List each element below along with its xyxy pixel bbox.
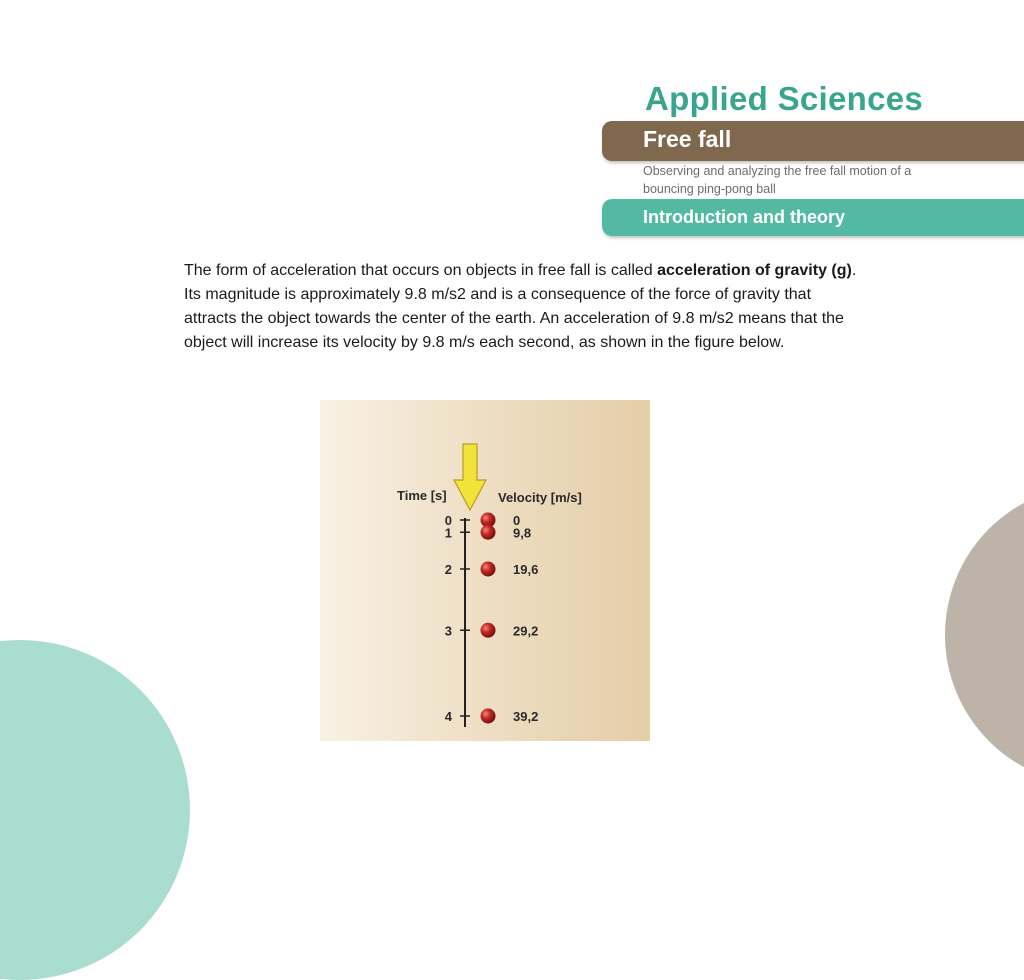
velocity-axis-label: Velocity [m/s]	[498, 490, 582, 505]
ball-position	[481, 525, 496, 540]
paragraph-text-2: . Its magnitude is approximately 9.8 m/s2 and is a consequence of the force of gravity that attracts the object towards the center of the earth. An acceleration of 9.8 m/s2 means that the object will increase its velocity by 9.8 m/s each second, as shown in the figure below.	[184, 262, 857, 351]
fall-rows	[445, 513, 539, 725]
time-value-label: 4	[444, 709, 452, 724]
velocity-value-label: 39,2	[513, 709, 539, 724]
free-fall-figure	[320, 400, 650, 741]
paragraph-text-1: The form of acceleration that occurs on objects in free fall is called	[184, 262, 658, 279]
paragraph-bold-term: acceleration of gravity (g)	[657, 262, 852, 279]
section-heading: Introduction and theory	[643, 207, 845, 227]
time-value-label: 0	[444, 513, 452, 528]
ball-position	[481, 623, 496, 638]
time-value-label: 1	[444, 525, 452, 541]
page-title: Free fall	[643, 126, 732, 152]
time-axis-label: Time [s]	[397, 488, 447, 503]
down-arrow-icon	[454, 444, 486, 510]
brand-logo-text: Applied Sciences	[645, 80, 924, 117]
decorative-circle-left	[0, 640, 190, 980]
free-fall-diagram	[320, 400, 650, 741]
decorative-circle-right	[945, 485, 1024, 785]
body-paragraph	[184, 259, 864, 355]
page-subtitle: Observing and analyzing the free fall motion of a bouncing ping-pong ball	[643, 164, 912, 196]
velocity-value-label: 19,6	[513, 562, 539, 577]
time-value-label: 2	[444, 562, 452, 577]
time-value-label: 3	[444, 623, 452, 639]
velocity-value-label: 0	[513, 513, 521, 528]
velocity-value-label: 9,8	[513, 525, 532, 541]
velocity-value-label: 29,2	[513, 623, 539, 639]
ball-position	[481, 709, 496, 724]
ball-position	[481, 562, 496, 577]
